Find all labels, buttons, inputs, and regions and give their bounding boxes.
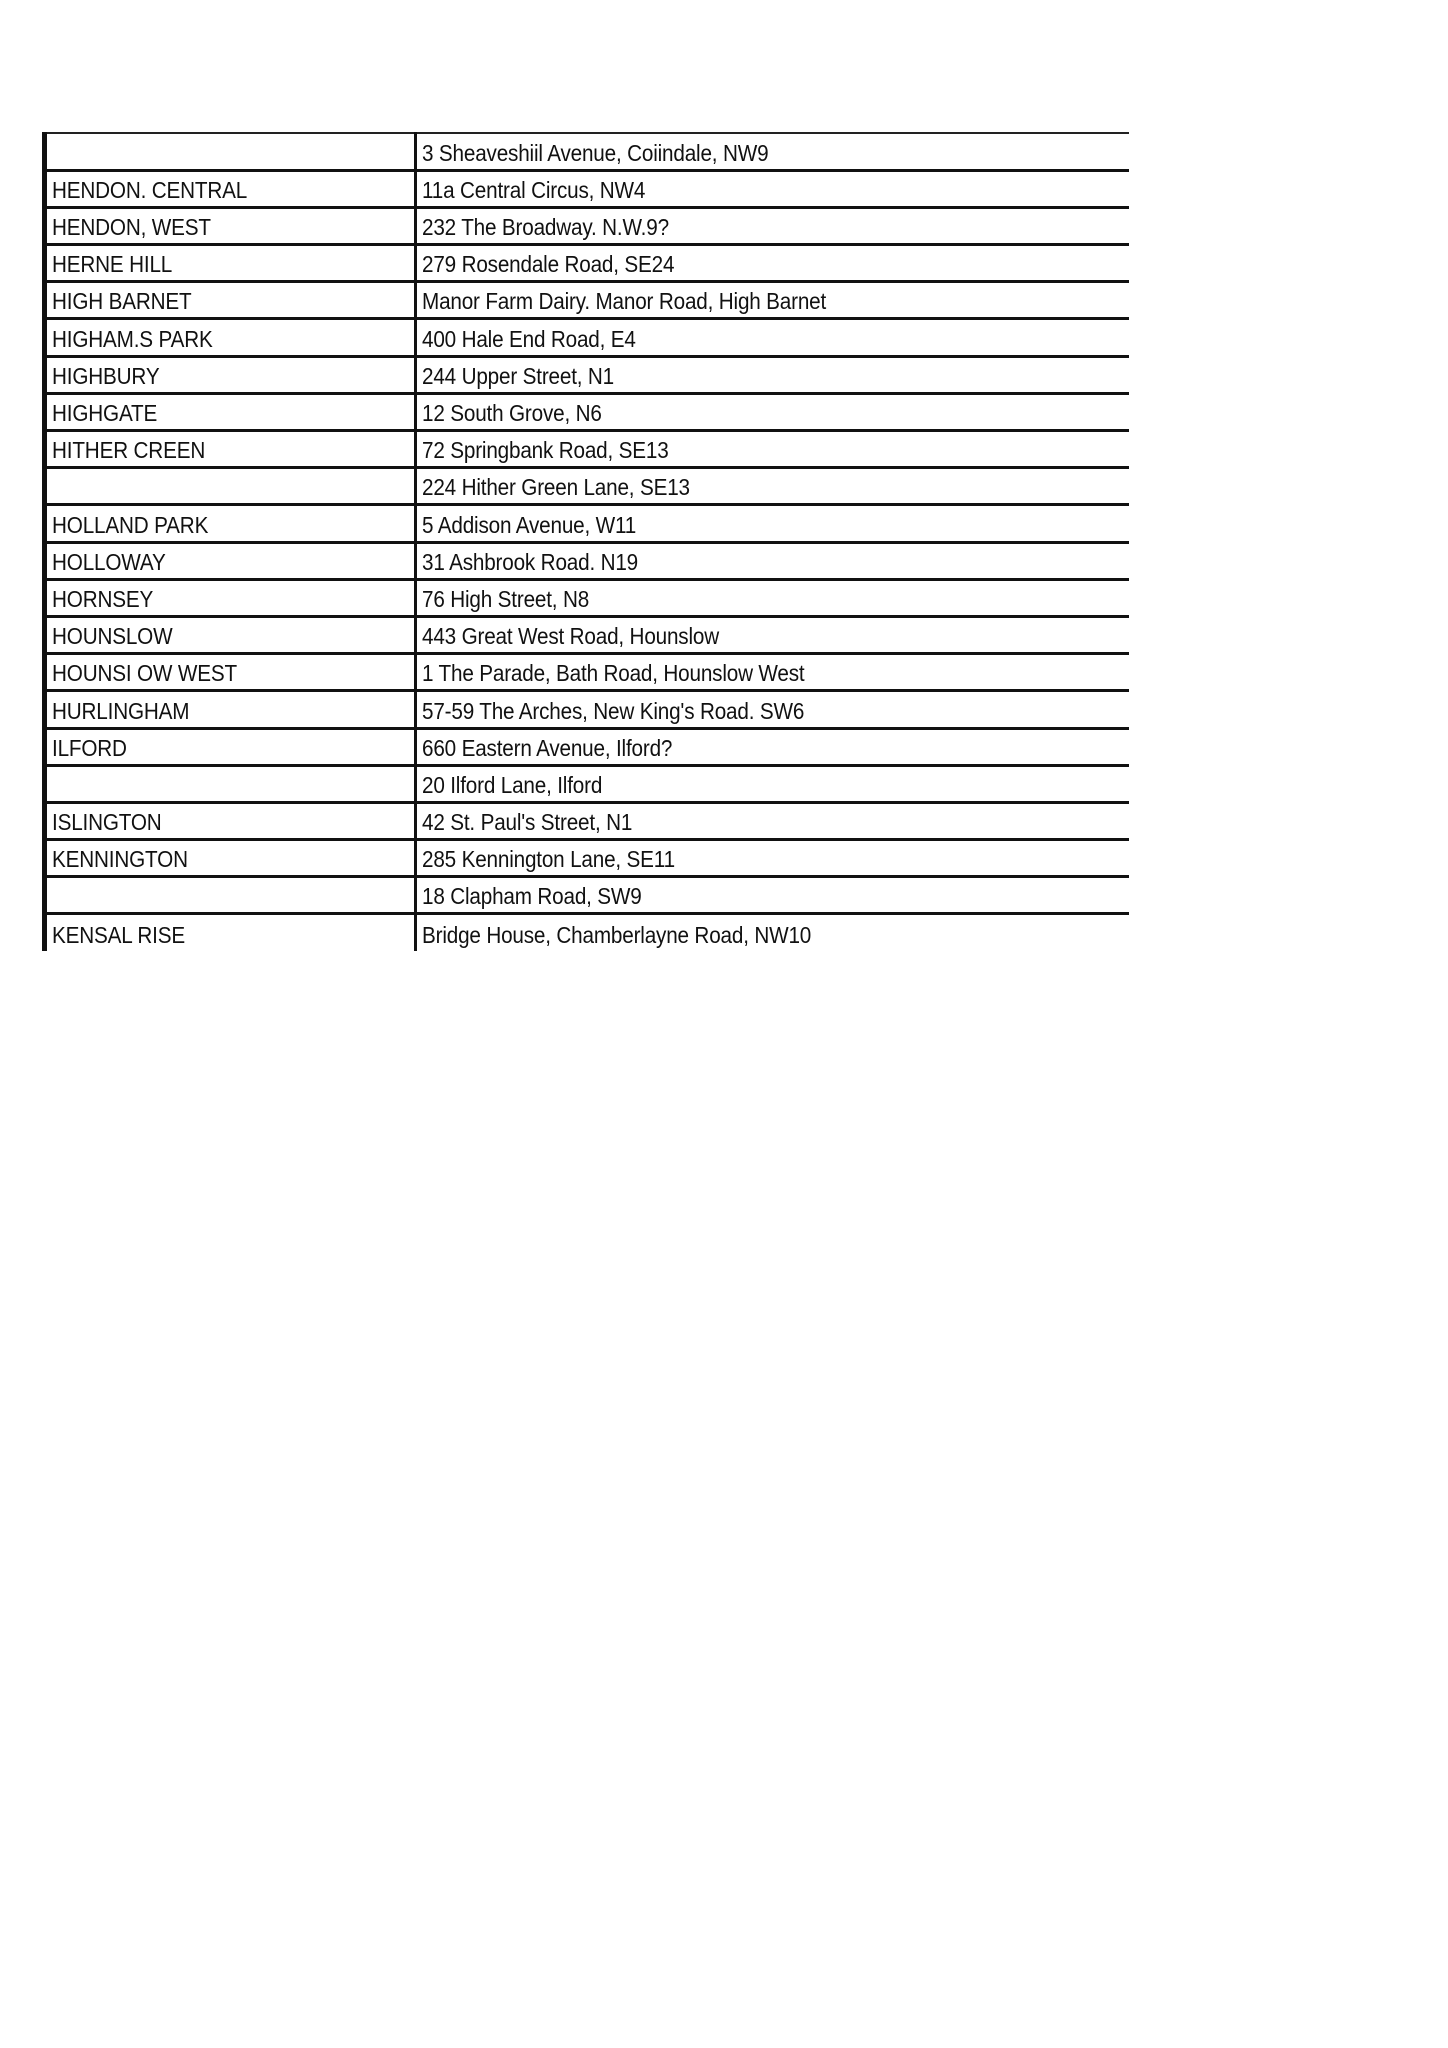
table-row — [45, 840, 1129, 877]
area-cell[interactable] — [45, 468, 416, 505]
address-text: 72 Springbank Road, SE13 — [422, 437, 669, 464]
area-cell[interactable] — [45, 728, 416, 765]
address-cell[interactable] — [416, 579, 1129, 616]
table-row — [45, 579, 1129, 616]
area-name: ISLINGTON — [52, 809, 162, 836]
area-name: HENDON, WEST — [52, 214, 211, 241]
area-cell[interactable] — [45, 877, 416, 914]
address-cell[interactable] — [416, 877, 1129, 914]
address-cell[interactable] — [416, 319, 1129, 356]
address-cell[interactable] — [416, 356, 1129, 393]
area-name: HOLLOWAY — [52, 548, 166, 575]
area-name: HIGHAM.S PARK — [52, 325, 213, 352]
address-text: 400 Hale End Road, E4 — [422, 325, 636, 352]
area-cell[interactable] — [45, 319, 416, 356]
address-cell[interactable] — [416, 393, 1129, 430]
area-cell[interactable] — [45, 282, 416, 319]
table-row — [45, 542, 1129, 579]
address-cell[interactable] — [416, 282, 1129, 319]
address-cell[interactable] — [416, 840, 1129, 877]
area-name: HORNSEY — [52, 585, 154, 612]
address-cell[interactable] — [416, 691, 1129, 728]
address-cell[interactable] — [416, 431, 1129, 468]
table-row — [45, 914, 1129, 951]
address-text: 232 The Broadway. N.W.9? — [422, 214, 669, 241]
address-text: 1 The Parade, Bath Road, Hounslow West — [422, 660, 805, 687]
table-row — [45, 505, 1129, 542]
address-cell[interactable] — [416, 207, 1129, 244]
address-cell[interactable] — [416, 914, 1129, 951]
address-text: Bridge House, Chamberlayne Road, NW10 — [422, 922, 812, 949]
table-row — [45, 393, 1129, 430]
area-cell[interactable] — [45, 356, 416, 393]
address-text: 224 Hither Green Lane, SE13 — [422, 474, 690, 501]
address-cell[interactable] — [416, 765, 1129, 802]
area-cell[interactable] — [45, 691, 416, 728]
area-cell[interactable] — [45, 579, 416, 616]
area-name: HOUNSLOW — [52, 623, 173, 650]
address-text: 20 Ilford Lane, Ilford — [422, 771, 603, 798]
table-row — [45, 877, 1129, 914]
table-row — [45, 282, 1129, 319]
area-name: HITHER CREEN — [52, 437, 206, 464]
address-text: 285 Kennington Lane, SE11 — [422, 846, 675, 873]
area-name: HIGHBURY — [52, 362, 160, 389]
address-text: 42 St. Paul's Street, N1 — [422, 809, 633, 836]
address-table — [42, 132, 1129, 951]
area-cell[interactable] — [45, 133, 416, 170]
table-row — [45, 431, 1129, 468]
area-name: HOUNSI OW WEST — [52, 660, 237, 687]
table-row — [45, 245, 1129, 282]
area-cell[interactable] — [45, 914, 416, 951]
address-cell[interactable] — [416, 542, 1129, 579]
table-row — [45, 170, 1129, 207]
address-cell[interactable] — [416, 133, 1129, 170]
area-cell[interactable] — [45, 616, 416, 653]
address-text: 12 South Grove, N6 — [422, 400, 602, 426]
area-name: HURLINGHAM — [52, 697, 190, 724]
table-row — [45, 691, 1129, 728]
address-cell[interactable] — [416, 802, 1129, 839]
area-name: KENNINGTON — [52, 846, 188, 873]
area-cell[interactable] — [45, 505, 416, 542]
area-name: HERNE HILL — [52, 251, 173, 278]
address-cell[interactable] — [416, 616, 1129, 653]
address-cell[interactable] — [416, 468, 1129, 505]
area-name: HIGHGATE — [52, 400, 158, 426]
table-row — [45, 654, 1129, 691]
area-cell[interactable] — [45, 170, 416, 207]
table-row — [45, 133, 1129, 170]
area-name: HIGH BARNET — [52, 288, 192, 315]
address-text: 76 High Street, N8 — [422, 585, 590, 612]
address-cell[interactable] — [416, 728, 1129, 765]
area-cell[interactable] — [45, 765, 416, 802]
table-row — [45, 207, 1129, 244]
address-text: 5 Addison Avenue, W11 — [422, 511, 637, 538]
table-row — [45, 616, 1129, 653]
area-cell[interactable] — [45, 802, 416, 839]
address-table-body — [45, 133, 1129, 951]
address-text: 3 Sheaveshiil Avenue, Coiindale, NW9 — [422, 139, 769, 166]
area-name: KENSAL RISE — [52, 922, 186, 949]
address-text: 31 Ashbrook Road. N19 — [422, 548, 639, 575]
address-text: 244 Upper Street, N1 — [422, 362, 615, 389]
table-row — [45, 765, 1129, 802]
area-cell[interactable] — [45, 840, 416, 877]
address-cell[interactable] — [416, 654, 1129, 691]
address-text: 57-59 The Arches, New King's Road. SW6 — [422, 697, 805, 724]
table-row — [45, 319, 1129, 356]
address-text: 660 Eastern Avenue, Ilford? — [422, 734, 673, 761]
address-cell[interactable] — [416, 505, 1129, 542]
area-cell[interactable] — [45, 431, 416, 468]
address-text: 279 Rosendale Road, SE24 — [422, 251, 675, 278]
area-cell[interactable] — [45, 393, 416, 430]
area-cell[interactable] — [45, 207, 416, 244]
address-cell[interactable] — [416, 245, 1129, 282]
table-row — [45, 468, 1129, 505]
address-text: Manor Farm Dairy. Manor Road, High Barnet — [422, 288, 827, 315]
area-name: ILFORD — [52, 734, 127, 761]
area-cell[interactable] — [45, 654, 416, 691]
table-row — [45, 802, 1129, 839]
area-cell[interactable] — [45, 245, 416, 282]
table-row — [45, 356, 1129, 393]
area-name: HOLLAND PARK — [52, 511, 209, 538]
address-cell[interactable] — [416, 170, 1129, 207]
address-text: 18 Clapham Road, SW9 — [422, 883, 642, 910]
address-text: 443 Great West Road, Hounslow — [422, 623, 720, 650]
area-cell[interactable] — [45, 542, 416, 579]
area-name: HENDON. CENTRAL — [52, 176, 248, 203]
address-text: 11a Central Circus, NW4 — [422, 176, 646, 203]
table-row — [45, 728, 1129, 765]
